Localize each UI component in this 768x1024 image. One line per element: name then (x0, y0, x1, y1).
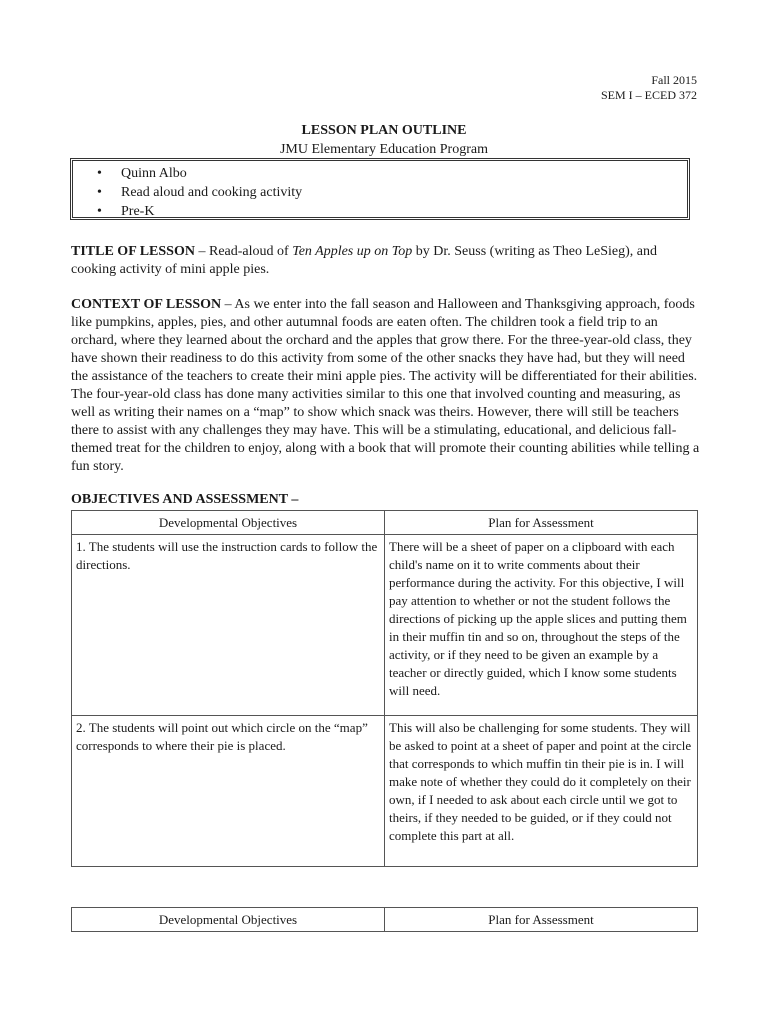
column-header-assessment: Plan for Assessment (385, 908, 698, 932)
objectives-table (71, 510, 698, 867)
table-header-row (72, 908, 698, 932)
info-list (73, 164, 687, 221)
context-of-lesson-paragraph (71, 296, 701, 476)
context-of-lesson-text: As we enter into the fall season and Halloween and Thanksgiving approach, foods like pumpkins, apples, pies, and other autumnal foods are eaten often. The children took a field trip to an orchard, where they learned about the orchard and the apples that grow there. For the three-year-old class, they have shown their readiness to do this activity from some of the other snacks they have had, but they will need the assistance of the teachers to create their mini apple pies. The activity will be differentiated for their abilities. The four-year-old class has done many activities similar to this one that involved counting and measuring, as well as writing their names on a “map” to show which snack was theirs. However, there will still be teachers there to assist with any challenges they may have. This will be a stimulating, educational, and delicious fall-themed treat for the children to enjoy, along with a book that will promote their counting abilities while telling a fun story. (71, 297, 700, 474)
title-of-lesson-paragraph (71, 243, 701, 279)
table-row (72, 535, 698, 716)
table-row (72, 716, 698, 867)
title-of-lesson-dash: – (194, 244, 209, 259)
course-header (601, 73, 697, 103)
document-title: LESSON PLAN OUTLINE (301, 123, 467, 138)
title-block (0, 121, 768, 159)
title-of-lesson-post: by Dr. Seuss (writing as Theo LeSieg), and cooking activity of mini apple pies. (71, 244, 657, 277)
objectives-table-continued (71, 907, 698, 932)
book-title: Ten Apples up on Top (292, 244, 413, 259)
info-item-grade: • Pre-K (97, 202, 687, 221)
column-header-objectives: Developmental Objectives (72, 511, 385, 535)
document-subtitle: JMU Elementary Education Program (279, 142, 488, 157)
info-item-activity: • Read aloud and cooking activity (97, 183, 687, 202)
column-header-objectives: Developmental Objectives (72, 908, 385, 932)
context-of-lesson-label: CONTEXT OF LESSON (71, 297, 222, 312)
table-header-row (72, 511, 698, 535)
term-label: Fall 2015 (651, 73, 697, 87)
assessment-cell: This will also be challenging for some students. They will be asked to point at a sheet of paper and point at the circle that corresponds to which muffin tin their pie is in. I will make note of whether they could do it completely on their own, if I needed to ask about each circle until we got to theirs, if they needed to be guided, or if they could not complete this part at all. (385, 716, 698, 867)
objectives-heading: OBJECTIVES AND ASSESSMENT – (71, 492, 299, 507)
assessment-cell: There will be a sheet of paper on a clipboard with each child's name on it to write comments about their performance during the activity. For this objective, I will pay attention to whether or not the student follows the directions of picking up the apple slices and putting them in their muffin tin and so on, throughout the steps of the activity, or if they need to be given an example by a teacher or directly guided, which I know some students will need. (385, 535, 698, 716)
title-of-lesson-pre: Read-aloud of (208, 244, 293, 259)
objective-cell: 2. The students will point out which circle on the “map” corresponds to where their pie is placed. (72, 716, 385, 867)
column-header-assessment: Plan for Assessment (385, 511, 698, 535)
info-item-author: • Quinn Albo (97, 164, 687, 183)
info-box (70, 158, 690, 220)
objective-cell: 1. The students will use the instruction cards to follow the directions. (72, 535, 385, 716)
title-of-lesson-label: TITLE OF LESSON (71, 244, 195, 259)
course-label: SEM I – ECED 372 (601, 88, 697, 102)
context-of-lesson-dash: – (221, 297, 235, 312)
